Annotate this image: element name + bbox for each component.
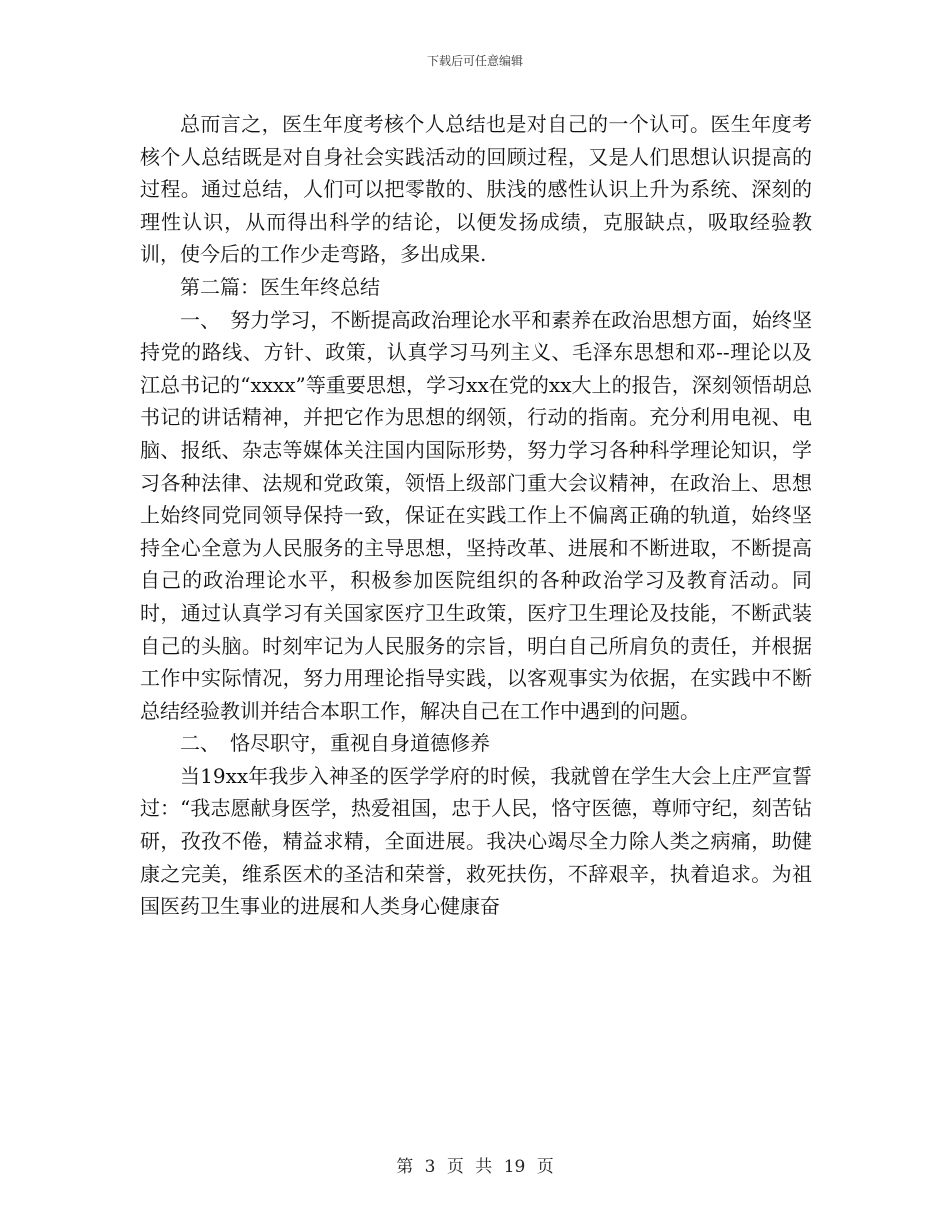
document-body [140, 108, 812, 923]
paragraph-oath: 当19xx年我步入神圣的医学学府的时候，我就曾在学生大会上庄严宣誓过：“我志愿献身医学，热爱祖国，忠于人民，恪守医德，尊师守纪，刻苦钻研，孜孜不倦，精益求精，全面进展。我决心竭尽全力除人类之病痛，助健康之完美，维系医术的圣洁和荣誉，救死扶伤，不辞艰辛，执着追求。为祖国医药卫生事业的进展和人类身心健康奋 [140, 763, 812, 919]
section-title-part-two: 第二篇：医生年终总结 [180, 274, 380, 299]
paragraph-summary: 总而言之，医生年度考核个人总结也是对自己的一个认可。医生年度考核个人总结既是对自身社会实践活动的回顾过程，又是人们思想认识提高的过程。通过总结，人们可以把零散的、肤浅的感性认识上升为系统、深刻的理性认识，从而得出科学的结论，以便发扬成绩，克服缺点，吸取经验教训，使今后的工作少走弯路，多出成果. [140, 112, 812, 267]
paragraph-study: 一、 努力学习，不断提高政治理论水平和素养在政治思想方面，始终坚持党的路线、方针、政策，认真学习马列主义、毛泽东思想和邓--理论以及江总书记的“xxxx”等重要思想，学习xx在党的xx大上的报告，深刻领悟胡总书记的讲话精神，并把它作为思想的纲领，行动的指南。充分利用电视、电脑、报纸、杂志等媒体关注国内国际形势，努力学习各种科学理论知识，学习各种法律、法规和党政策，领悟上级部门重大会议精神，在政治上、思想上始终同党同领导保持一致，保证在实践工作上不偏离正确的轨道，始终坚持全心全意为人民服务的主导思想，坚持改革、进展和不断进取，不断提高自己的政治理论水平，积极参加医院组织的各种政治学习及教育活动。同时，通过认真学习有关国家医疗卫生政策，医疗卫生理论及技能，不断武装自己的头脑。时刻牢记为人民服务的宗旨，明白自己所肩负的责任，并根据工作中实际情况，努力用理论指导实践，以客观事实为依据，在实践中不断总结经验教训并结合本职工作，解决自己在工作中遇到的问题。 [140, 307, 812, 723]
page-header: 下载后可任意编辑 [426, 54, 523, 68]
section-heading-duty: 二、 恪尽职守，重视自身道德修养 [180, 731, 490, 756]
page-footer: 第 3 页 共 19 页 [396, 1157, 554, 1177]
